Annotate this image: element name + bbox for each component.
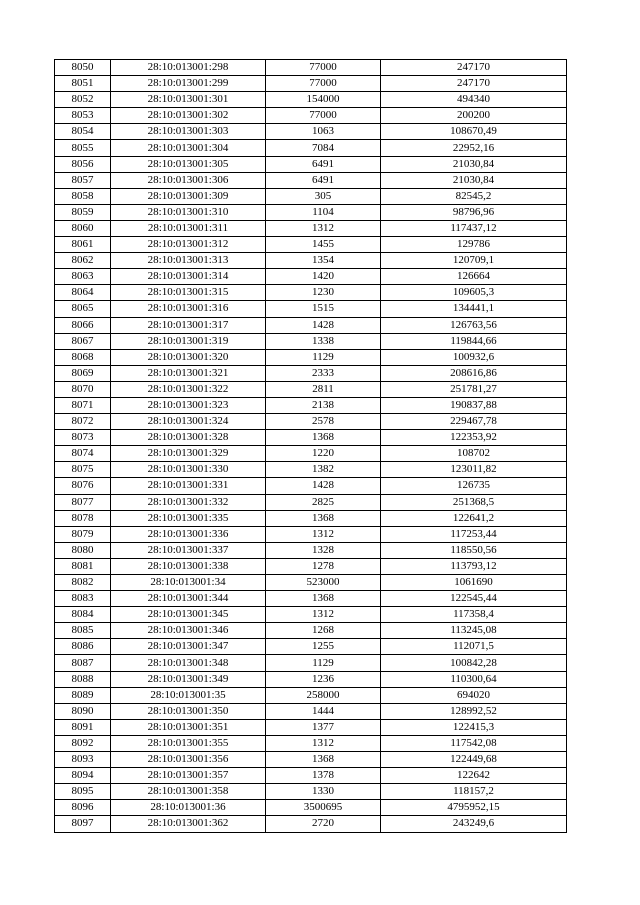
area-cell: 1377 xyxy=(266,719,381,735)
row-number-cell: 8080 xyxy=(55,542,111,558)
table-row xyxy=(55,510,567,526)
cadastral-number-cell: 28:10:013001:304 xyxy=(111,140,266,156)
row-number-cell: 8060 xyxy=(55,220,111,236)
cadastral-number-cell: 28:10:013001:344 xyxy=(111,591,266,607)
cadastral-number-cell: 28:10:013001:328 xyxy=(111,430,266,446)
area-cell: 2811 xyxy=(266,381,381,397)
value-cell: 122545,44 xyxy=(381,591,567,607)
value-cell: 1061690 xyxy=(381,575,567,591)
table-row xyxy=(55,687,567,703)
cadastral-number-cell: 28:10:013001:351 xyxy=(111,719,266,735)
table-row xyxy=(55,349,567,365)
area-cell: 523000 xyxy=(266,575,381,591)
area-cell: 305 xyxy=(266,188,381,204)
table-row xyxy=(55,607,567,623)
cadastral-number-cell: 28:10:013001:313 xyxy=(111,253,266,269)
area-cell: 1328 xyxy=(266,542,381,558)
row-number-cell: 8096 xyxy=(55,800,111,816)
value-cell: 129786 xyxy=(381,237,567,253)
table-row xyxy=(55,735,567,751)
cadastral-number-cell: 28:10:013001:336 xyxy=(111,526,266,542)
value-cell: 243249,6 xyxy=(381,816,567,832)
row-number-cell: 8089 xyxy=(55,687,111,703)
table-row xyxy=(55,204,567,220)
cadastral-number-cell: 28:10:013001:331 xyxy=(111,478,266,494)
cadastral-number-cell: 28:10:013001:309 xyxy=(111,188,266,204)
cadastral-number-cell: 28:10:013001:322 xyxy=(111,381,266,397)
value-cell: 190837,88 xyxy=(381,397,567,413)
area-cell: 1354 xyxy=(266,253,381,269)
value-cell: 82545,2 xyxy=(381,188,567,204)
area-cell: 1312 xyxy=(266,220,381,236)
area-cell: 1220 xyxy=(266,446,381,462)
table-row xyxy=(55,317,567,333)
area-cell: 1338 xyxy=(266,333,381,349)
value-cell: 22952,16 xyxy=(381,140,567,156)
area-cell: 2333 xyxy=(266,365,381,381)
cadastral-number-cell: 28:10:013001:355 xyxy=(111,735,266,751)
cadastral-number-cell: 28:10:013001:335 xyxy=(111,510,266,526)
cadastral-number-cell: 28:10:013001:306 xyxy=(111,172,266,188)
row-number-cell: 8085 xyxy=(55,623,111,639)
cadastral-number-cell: 28:10:013001:316 xyxy=(111,301,266,317)
row-number-cell: 8056 xyxy=(55,156,111,172)
value-cell: 208616,86 xyxy=(381,365,567,381)
row-number-cell: 8053 xyxy=(55,108,111,124)
table-row xyxy=(55,140,567,156)
cadastral-number-cell: 28:10:013001:301 xyxy=(111,92,266,108)
area-cell: 1312 xyxy=(266,607,381,623)
row-number-cell: 8084 xyxy=(55,607,111,623)
cadastral-number-cell: 28:10:013001:299 xyxy=(111,76,266,92)
area-cell: 1382 xyxy=(266,462,381,478)
row-number-cell: 8075 xyxy=(55,462,111,478)
row-number-cell: 8059 xyxy=(55,204,111,220)
value-cell: 126735 xyxy=(381,478,567,494)
cadastral-number-cell: 28:10:013001:302 xyxy=(111,108,266,124)
row-number-cell: 8066 xyxy=(55,317,111,333)
value-cell: 110300,64 xyxy=(381,671,567,687)
value-cell: 117253,44 xyxy=(381,526,567,542)
area-cell: 1129 xyxy=(266,655,381,671)
table-row xyxy=(55,768,567,784)
row-number-cell: 8070 xyxy=(55,381,111,397)
value-cell: 98796,96 xyxy=(381,204,567,220)
value-cell: 229467,78 xyxy=(381,414,567,430)
table-row xyxy=(55,655,567,671)
value-cell: 113793,12 xyxy=(381,558,567,574)
table-row xyxy=(55,494,567,510)
table-row xyxy=(55,671,567,687)
cadastral-number-cell: 28:10:013001:358 xyxy=(111,784,266,800)
cadastral-number-cell: 28:10:013001:338 xyxy=(111,558,266,574)
cadastral-number-cell: 28:10:013001:323 xyxy=(111,397,266,413)
value-cell: 694020 xyxy=(381,687,567,703)
value-cell: 117358,4 xyxy=(381,607,567,623)
table-row xyxy=(55,76,567,92)
table-row xyxy=(55,800,567,816)
table-row xyxy=(55,237,567,253)
value-cell: 4795952,15 xyxy=(381,800,567,816)
area-cell: 1268 xyxy=(266,623,381,639)
area-cell: 1129 xyxy=(266,349,381,365)
table-row xyxy=(55,414,567,430)
area-cell: 1312 xyxy=(266,526,381,542)
row-number-cell: 8058 xyxy=(55,188,111,204)
table-row xyxy=(55,381,567,397)
table-row xyxy=(55,108,567,124)
row-number-cell: 8062 xyxy=(55,253,111,269)
row-number-cell: 8097 xyxy=(55,816,111,832)
area-cell: 1428 xyxy=(266,478,381,494)
table-row xyxy=(55,526,567,542)
table-row xyxy=(55,365,567,381)
area-cell: 77000 xyxy=(266,60,381,76)
row-number-cell: 8090 xyxy=(55,703,111,719)
value-cell: 123011,82 xyxy=(381,462,567,478)
value-cell: 100932,6 xyxy=(381,349,567,365)
area-cell: 6491 xyxy=(266,172,381,188)
table-row xyxy=(55,60,567,76)
table-row xyxy=(55,719,567,735)
value-cell: 247170 xyxy=(381,60,567,76)
table-row xyxy=(55,156,567,172)
table-row xyxy=(55,301,567,317)
area-cell: 1368 xyxy=(266,510,381,526)
row-number-cell: 8074 xyxy=(55,446,111,462)
table-row xyxy=(55,172,567,188)
area-cell: 1515 xyxy=(266,301,381,317)
table-row xyxy=(55,558,567,574)
cadastral-number-cell: 28:10:013001:314 xyxy=(111,269,266,285)
area-cell: 2825 xyxy=(266,494,381,510)
area-cell: 1330 xyxy=(266,784,381,800)
row-number-cell: 8051 xyxy=(55,76,111,92)
area-cell: 1455 xyxy=(266,237,381,253)
row-number-cell: 8073 xyxy=(55,430,111,446)
cadastral-number-cell: 28:10:013001:310 xyxy=(111,204,266,220)
value-cell: 122415,3 xyxy=(381,719,567,735)
cadastral-number-cell: 28:10:013001:330 xyxy=(111,462,266,478)
area-cell: 1236 xyxy=(266,671,381,687)
table-row xyxy=(55,220,567,236)
row-number-cell: 8065 xyxy=(55,301,111,317)
row-number-cell: 8077 xyxy=(55,494,111,510)
table-row xyxy=(55,816,567,832)
row-number-cell: 8087 xyxy=(55,655,111,671)
cadastral-number-cell: 28:10:013001:324 xyxy=(111,414,266,430)
value-cell: 251781,27 xyxy=(381,381,567,397)
table-row xyxy=(55,639,567,655)
area-cell: 7084 xyxy=(266,140,381,156)
value-cell: 134441,1 xyxy=(381,301,567,317)
cadastral-number-cell: 28:10:013001:319 xyxy=(111,333,266,349)
row-number-cell: 8055 xyxy=(55,140,111,156)
cadastral-number-cell: 28:10:013001:35 xyxy=(111,687,266,703)
cadastral-number-cell: 28:10:013001:320 xyxy=(111,349,266,365)
area-cell: 1063 xyxy=(266,124,381,140)
table-row xyxy=(55,333,567,349)
value-cell: 112071,5 xyxy=(381,639,567,655)
cadastral-number-cell: 28:10:013001:337 xyxy=(111,542,266,558)
area-cell: 3500695 xyxy=(266,800,381,816)
table-row xyxy=(55,591,567,607)
row-number-cell: 8091 xyxy=(55,719,111,735)
row-number-cell: 8071 xyxy=(55,397,111,413)
cadastral-number-cell: 28:10:013001:348 xyxy=(111,655,266,671)
cadastral-number-cell: 28:10:013001:346 xyxy=(111,623,266,639)
table-row xyxy=(55,703,567,719)
table-row xyxy=(55,446,567,462)
area-cell: 2578 xyxy=(266,414,381,430)
cadastral-number-cell: 28:10:013001:305 xyxy=(111,156,266,172)
cadastral-number-cell: 28:10:013001:329 xyxy=(111,446,266,462)
area-cell: 2138 xyxy=(266,397,381,413)
cadastral-number-cell: 28:10:013001:312 xyxy=(111,237,266,253)
table-body xyxy=(55,60,567,833)
area-cell: 1444 xyxy=(266,703,381,719)
row-number-cell: 8063 xyxy=(55,269,111,285)
area-cell: 77000 xyxy=(266,76,381,92)
cadastral-number-cell: 28:10:013001:321 xyxy=(111,365,266,381)
table-row xyxy=(55,784,567,800)
area-cell: 258000 xyxy=(266,687,381,703)
row-number-cell: 8086 xyxy=(55,639,111,655)
cadastral-number-cell: 28:10:013001:36 xyxy=(111,800,266,816)
cadastral-table xyxy=(54,59,567,833)
row-number-cell: 8081 xyxy=(55,558,111,574)
value-cell: 126763,56 xyxy=(381,317,567,333)
row-number-cell: 8057 xyxy=(55,172,111,188)
area-cell: 1368 xyxy=(266,752,381,768)
value-cell: 108670,49 xyxy=(381,124,567,140)
row-number-cell: 8061 xyxy=(55,237,111,253)
value-cell: 126664 xyxy=(381,269,567,285)
cadastral-number-cell: 28:10:013001:34 xyxy=(111,575,266,591)
row-number-cell: 8082 xyxy=(55,575,111,591)
table-row xyxy=(55,92,567,108)
cadastral-number-cell: 28:10:013001:317 xyxy=(111,317,266,333)
row-number-cell: 8083 xyxy=(55,591,111,607)
area-cell: 77000 xyxy=(266,108,381,124)
area-cell: 1230 xyxy=(266,285,381,301)
area-cell: 6491 xyxy=(266,156,381,172)
row-number-cell: 8068 xyxy=(55,349,111,365)
row-number-cell: 8095 xyxy=(55,784,111,800)
area-cell: 1420 xyxy=(266,269,381,285)
cadastral-number-cell: 28:10:013001:356 xyxy=(111,752,266,768)
cadastral-number-cell: 28:10:013001:332 xyxy=(111,494,266,510)
table-row xyxy=(55,397,567,413)
cadastral-number-cell: 28:10:013001:362 xyxy=(111,816,266,832)
row-number-cell: 8072 xyxy=(55,414,111,430)
value-cell: 247170 xyxy=(381,76,567,92)
value-cell: 128992,52 xyxy=(381,703,567,719)
row-number-cell: 8078 xyxy=(55,510,111,526)
cadastral-number-cell: 28:10:013001:298 xyxy=(111,60,266,76)
table-row xyxy=(55,462,567,478)
row-number-cell: 8067 xyxy=(55,333,111,349)
table-row xyxy=(55,478,567,494)
value-cell: 117542,08 xyxy=(381,735,567,751)
value-cell: 108702 xyxy=(381,446,567,462)
value-cell: 251368,5 xyxy=(381,494,567,510)
value-cell: 113245,08 xyxy=(381,623,567,639)
cadastral-number-cell: 28:10:013001:347 xyxy=(111,639,266,655)
area-cell: 2720 xyxy=(266,816,381,832)
value-cell: 122641,2 xyxy=(381,510,567,526)
table-row xyxy=(55,285,567,301)
area-cell: 1428 xyxy=(266,317,381,333)
value-cell: 122642 xyxy=(381,768,567,784)
row-number-cell: 8094 xyxy=(55,768,111,784)
row-number-cell: 8054 xyxy=(55,124,111,140)
value-cell: 117437,12 xyxy=(381,220,567,236)
row-number-cell: 8079 xyxy=(55,526,111,542)
value-cell: 119844,66 xyxy=(381,333,567,349)
table-row xyxy=(55,253,567,269)
value-cell: 21030,84 xyxy=(381,172,567,188)
cadastral-number-cell: 28:10:013001:349 xyxy=(111,671,266,687)
value-cell: 21030,84 xyxy=(381,156,567,172)
table-row xyxy=(55,269,567,285)
value-cell: 109605,3 xyxy=(381,285,567,301)
value-cell: 494340 xyxy=(381,92,567,108)
cadastral-number-cell: 28:10:013001:311 xyxy=(111,220,266,236)
table-row xyxy=(55,752,567,768)
cadastral-number-cell: 28:10:013001:350 xyxy=(111,703,266,719)
row-number-cell: 8076 xyxy=(55,478,111,494)
row-number-cell: 8088 xyxy=(55,671,111,687)
row-number-cell: 8064 xyxy=(55,285,111,301)
area-cell: 1368 xyxy=(266,591,381,607)
area-cell: 1278 xyxy=(266,558,381,574)
value-cell: 120709,1 xyxy=(381,253,567,269)
table-row xyxy=(55,430,567,446)
table-row xyxy=(55,124,567,140)
row-number-cell: 8069 xyxy=(55,365,111,381)
area-cell: 1312 xyxy=(266,735,381,751)
area-cell: 154000 xyxy=(266,92,381,108)
value-cell: 118550,56 xyxy=(381,542,567,558)
table-row xyxy=(55,188,567,204)
area-cell: 1378 xyxy=(266,768,381,784)
value-cell: 122449,68 xyxy=(381,752,567,768)
area-cell: 1104 xyxy=(266,204,381,220)
value-cell: 200200 xyxy=(381,108,567,124)
table-row xyxy=(55,623,567,639)
row-number-cell: 8092 xyxy=(55,735,111,751)
row-number-cell: 8052 xyxy=(55,92,111,108)
cadastral-number-cell: 28:10:013001:303 xyxy=(111,124,266,140)
value-cell: 118157,2 xyxy=(381,784,567,800)
table-row xyxy=(55,575,567,591)
row-number-cell: 8050 xyxy=(55,60,111,76)
cadastral-number-cell: 28:10:013001:315 xyxy=(111,285,266,301)
cadastral-number-cell: 28:10:013001:357 xyxy=(111,768,266,784)
value-cell: 122353,92 xyxy=(381,430,567,446)
table-row xyxy=(55,542,567,558)
area-cell: 1368 xyxy=(266,430,381,446)
value-cell: 100842,28 xyxy=(381,655,567,671)
cadastral-number-cell: 28:10:013001:345 xyxy=(111,607,266,623)
area-cell: 1255 xyxy=(266,639,381,655)
row-number-cell: 8093 xyxy=(55,752,111,768)
